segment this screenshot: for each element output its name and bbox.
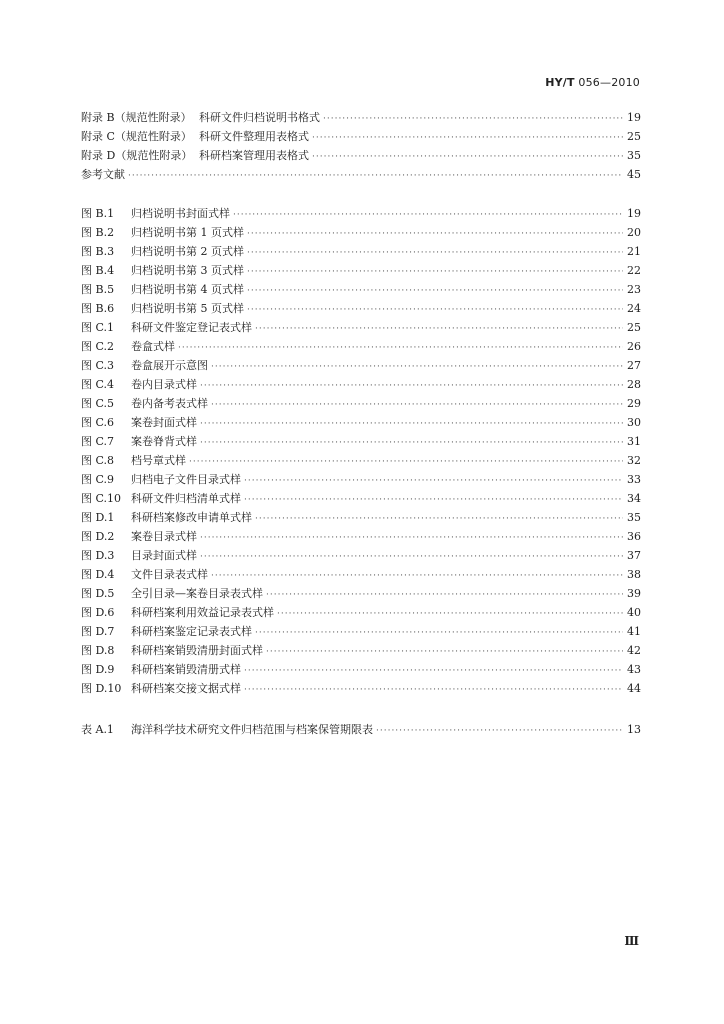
toc-entry-title: 文件目录表式样 (131, 568, 208, 581)
toc-entry-title: 卷盒展开示意图 (131, 359, 208, 372)
toc-entry[interactable] (81, 660, 641, 679)
toc-dot-leader (266, 643, 623, 662)
toc-entry-label: 图 B.6 (81, 302, 115, 315)
toc-entry-title: 科研文件归档清单式样 (131, 492, 241, 505)
page-folio: Ⅲ (624, 934, 638, 948)
toc-dot-leader (244, 472, 623, 491)
toc-entry-title: 科研档案销毁清册封面式样 (131, 644, 263, 657)
toc-dot-leader (376, 722, 623, 741)
toc-entry-title: 案卷脊背式样 (131, 435, 197, 448)
toc-entry[interactable] (81, 622, 641, 641)
toc-entry-page: 30 (627, 416, 641, 429)
toc-figures (81, 204, 641, 698)
toc-entry-page: 43 (627, 663, 641, 676)
toc-entry[interactable] (81, 146, 641, 165)
toc-entry-title: 归档电子文件目录式样 (131, 473, 241, 486)
toc-entry-page: 25 (627, 321, 641, 334)
toc-entry[interactable] (81, 242, 641, 261)
toc-dot-leader (189, 453, 623, 472)
toc-entry-page: 28 (627, 378, 641, 391)
toc-entry-page: 13 (627, 723, 641, 736)
toc-entry-label: 图 B.4 (81, 264, 115, 277)
toc-entry-label: 图 D.5 (81, 587, 115, 600)
standard-code: HY/T (545, 76, 575, 89)
toc-entry-title: 卷内备考表式样 (131, 397, 208, 410)
toc-entry[interactable] (81, 489, 641, 508)
toc-entry-title: 归档说明书第 4 页式样 (131, 283, 244, 296)
toc-entry-page: 35 (627, 511, 641, 524)
toc-entry-label: 图 B.1 (81, 207, 115, 220)
toc-entry[interactable] (81, 527, 641, 546)
toc-entry-page: 33 (627, 473, 641, 486)
toc-entry-label: 图 D.7 (81, 625, 115, 638)
toc-dot-leader (277, 605, 623, 624)
toc-dot-leader (244, 662, 623, 681)
toc-entry[interactable] (81, 394, 641, 413)
toc-entry-label: 图 D.4 (81, 568, 115, 581)
toc-tables (81, 720, 641, 739)
toc-entry-page: 39 (627, 587, 641, 600)
toc-entry-page: 38 (627, 568, 641, 581)
toc-dot-leader (312, 148, 623, 167)
toc-dot-leader (211, 396, 623, 415)
toc-entry-title: 档号章式样 (131, 454, 186, 467)
toc-entry-label: 图 C.1 (81, 321, 115, 334)
toc-entry-label: 图 C.5 (81, 397, 115, 410)
toc-entry-label: 附录 B（规范性附录） (81, 111, 192, 124)
toc-dot-leader (247, 301, 623, 320)
toc-entry-title: 卷盒式样 (131, 340, 175, 353)
toc-entry-label: 图 C.2 (81, 340, 115, 353)
toc-entry-page: 42 (627, 644, 641, 657)
toc-entry-page: 26 (627, 340, 641, 353)
toc-dot-leader (178, 339, 623, 358)
toc-entry[interactable] (81, 413, 641, 432)
toc-entry-page: 36 (627, 530, 641, 543)
toc-entry[interactable] (81, 432, 641, 451)
toc-entry-label: 图 C.6 (81, 416, 115, 429)
page-header (545, 76, 640, 89)
toc-dot-leader (233, 206, 623, 225)
toc-entry[interactable] (81, 318, 641, 337)
toc-entry[interactable] (81, 603, 641, 622)
toc-entry-page: 24 (627, 302, 641, 315)
toc-entry-label: 附录 C（规范性附录） (81, 130, 192, 143)
toc-entry-page: 35 (627, 149, 641, 162)
toc-entry-page: 22 (627, 264, 641, 277)
toc-entry-label: 附录 D（规范性附录） (81, 149, 193, 162)
toc-entry[interactable] (81, 261, 641, 280)
toc-dot-leader (244, 681, 623, 700)
toc-entry-title: 科研档案销毁清册式样 (131, 663, 241, 676)
toc-entry-page: 19 (627, 111, 641, 124)
toc-dot-leader (244, 491, 623, 510)
toc-entry-title: 归档说明书封面式样 (131, 207, 230, 220)
toc-dot-leader (128, 167, 623, 186)
toc-entry[interactable] (81, 223, 641, 242)
toc-entry[interactable] (81, 451, 641, 470)
toc-entry-title: 卷内目录式样 (131, 378, 197, 391)
toc-entry[interactable] (81, 641, 641, 660)
toc-entry-label: 图 C.9 (81, 473, 115, 486)
toc-entry-page: 27 (627, 359, 641, 372)
toc-entry-title: 归档说明书第 2 页式样 (131, 245, 244, 258)
toc-entry-label: 图 D.3 (81, 549, 115, 562)
toc-dot-leader (200, 377, 623, 396)
toc-entry-title: 目录封面式样 (131, 549, 197, 562)
toc-entry-title: 海洋科学技术研究文件归档范围与档案保管期限表 (131, 723, 373, 736)
toc-entry-title: 归档说明书第 3 页式样 (131, 264, 244, 277)
toc-entry-title: 科研文件整理用表格式 (199, 130, 309, 143)
toc-dot-leader (255, 320, 623, 339)
toc-entry-page: 23 (627, 283, 641, 296)
toc-entry-label: 图 D.6 (81, 606, 115, 619)
toc-entry-label: 图 D.10 (81, 682, 122, 695)
toc-entry-title: 科研档案鉴定记录表式样 (131, 625, 252, 638)
toc-entry-page: 34 (627, 492, 641, 505)
toc-dot-leader (200, 434, 623, 453)
toc-dot-leader (247, 244, 623, 263)
toc-entry-title: 参考文献 (81, 168, 125, 181)
toc-entry[interactable] (81, 720, 641, 739)
toc-dot-leader (247, 263, 623, 282)
toc-entry-page: 31 (627, 435, 641, 448)
toc-entry-title: 案卷封面式样 (131, 416, 197, 429)
toc-entry-label: 图 C.4 (81, 378, 115, 391)
toc-entry[interactable] (81, 204, 641, 223)
toc-entry-page: 45 (627, 168, 641, 181)
toc-entry-label: 表 A.1 (81, 723, 114, 736)
toc-dot-leader (266, 586, 623, 605)
toc-dot-leader (312, 129, 623, 148)
toc-entry-label: 图 C.10 (81, 492, 122, 505)
toc-entry[interactable] (81, 280, 641, 299)
toc-dot-leader (211, 358, 623, 377)
toc-entry[interactable] (81, 356, 641, 375)
toc-dot-leader (255, 510, 623, 529)
toc-dot-leader (323, 110, 623, 129)
toc-entry-title: 案卷目录式样 (131, 530, 197, 543)
toc-entry-label: 图 D.9 (81, 663, 115, 676)
toc-entry-label: 图 C.3 (81, 359, 115, 372)
toc-entry-title: 归档说明书第 5 页式样 (131, 302, 244, 315)
toc-entry[interactable] (81, 108, 641, 127)
toc-entry-label: 图 D.2 (81, 530, 115, 543)
toc-entry[interactable] (81, 299, 641, 318)
toc-entry-title: 科研文件归档说明书格式 (199, 111, 320, 124)
toc-dot-leader (211, 567, 623, 586)
toc-entry[interactable] (81, 546, 641, 565)
toc-entry-title: 全引目录—案卷目录表式样 (131, 587, 263, 600)
toc-entry-title: 科研档案交接文据式样 (131, 682, 241, 695)
toc-entry-title: 科研档案管理用表格式 (199, 149, 309, 162)
toc-entry[interactable] (81, 470, 641, 489)
toc-entry[interactable] (81, 584, 641, 603)
toc-entry-page: 21 (627, 245, 641, 258)
toc-dot-leader (255, 624, 623, 643)
toc-entry[interactable] (81, 508, 641, 527)
toc-dot-leader (200, 529, 623, 548)
toc-entry-title: 归档说明书第 1 页式样 (131, 226, 244, 239)
toc-dot-leader (247, 225, 623, 244)
toc-entry-page: 20 (627, 226, 641, 239)
toc-entry-page: 32 (627, 454, 641, 467)
toc-entry-label: 图 C.7 (81, 435, 115, 448)
toc-entry[interactable] (81, 337, 641, 356)
toc-entry[interactable] (81, 565, 641, 584)
toc-entry[interactable] (81, 375, 641, 394)
toc-entry-page: 37 (627, 549, 641, 562)
toc-entry-label: 图 C.8 (81, 454, 115, 467)
toc-entry-page: 41 (627, 625, 641, 638)
toc-entry-title: 科研文件鉴定登记表式样 (131, 321, 252, 334)
toc-appendices (81, 108, 641, 184)
toc-entry-title: 科研档案利用效益记录表式样 (131, 606, 274, 619)
toc-entry[interactable] (81, 679, 641, 698)
toc-entry-page: 40 (627, 606, 641, 619)
toc-entry-title: 科研档案修改申请单式样 (131, 511, 252, 524)
toc-entry-page: 19 (627, 207, 641, 220)
toc-entry[interactable] (81, 127, 641, 146)
toc-entry-label: 图 B.3 (81, 245, 115, 258)
toc-dot-leader (200, 415, 623, 434)
toc-dot-leader (247, 282, 623, 301)
toc-entry-label: 图 D.1 (81, 511, 115, 524)
toc-entry-label: 图 B.2 (81, 226, 115, 239)
toc-dot-leader (200, 548, 623, 567)
toc-entry-page: 25 (627, 130, 641, 143)
toc-entry[interactable] (81, 165, 641, 184)
toc-entry-label: 图 D.8 (81, 644, 115, 657)
toc-entry-page: 44 (627, 682, 641, 695)
toc-entry-page: 29 (627, 397, 641, 410)
toc-entry-label: 图 B.5 (81, 283, 115, 296)
standard-number: 056—2010 (578, 76, 640, 89)
